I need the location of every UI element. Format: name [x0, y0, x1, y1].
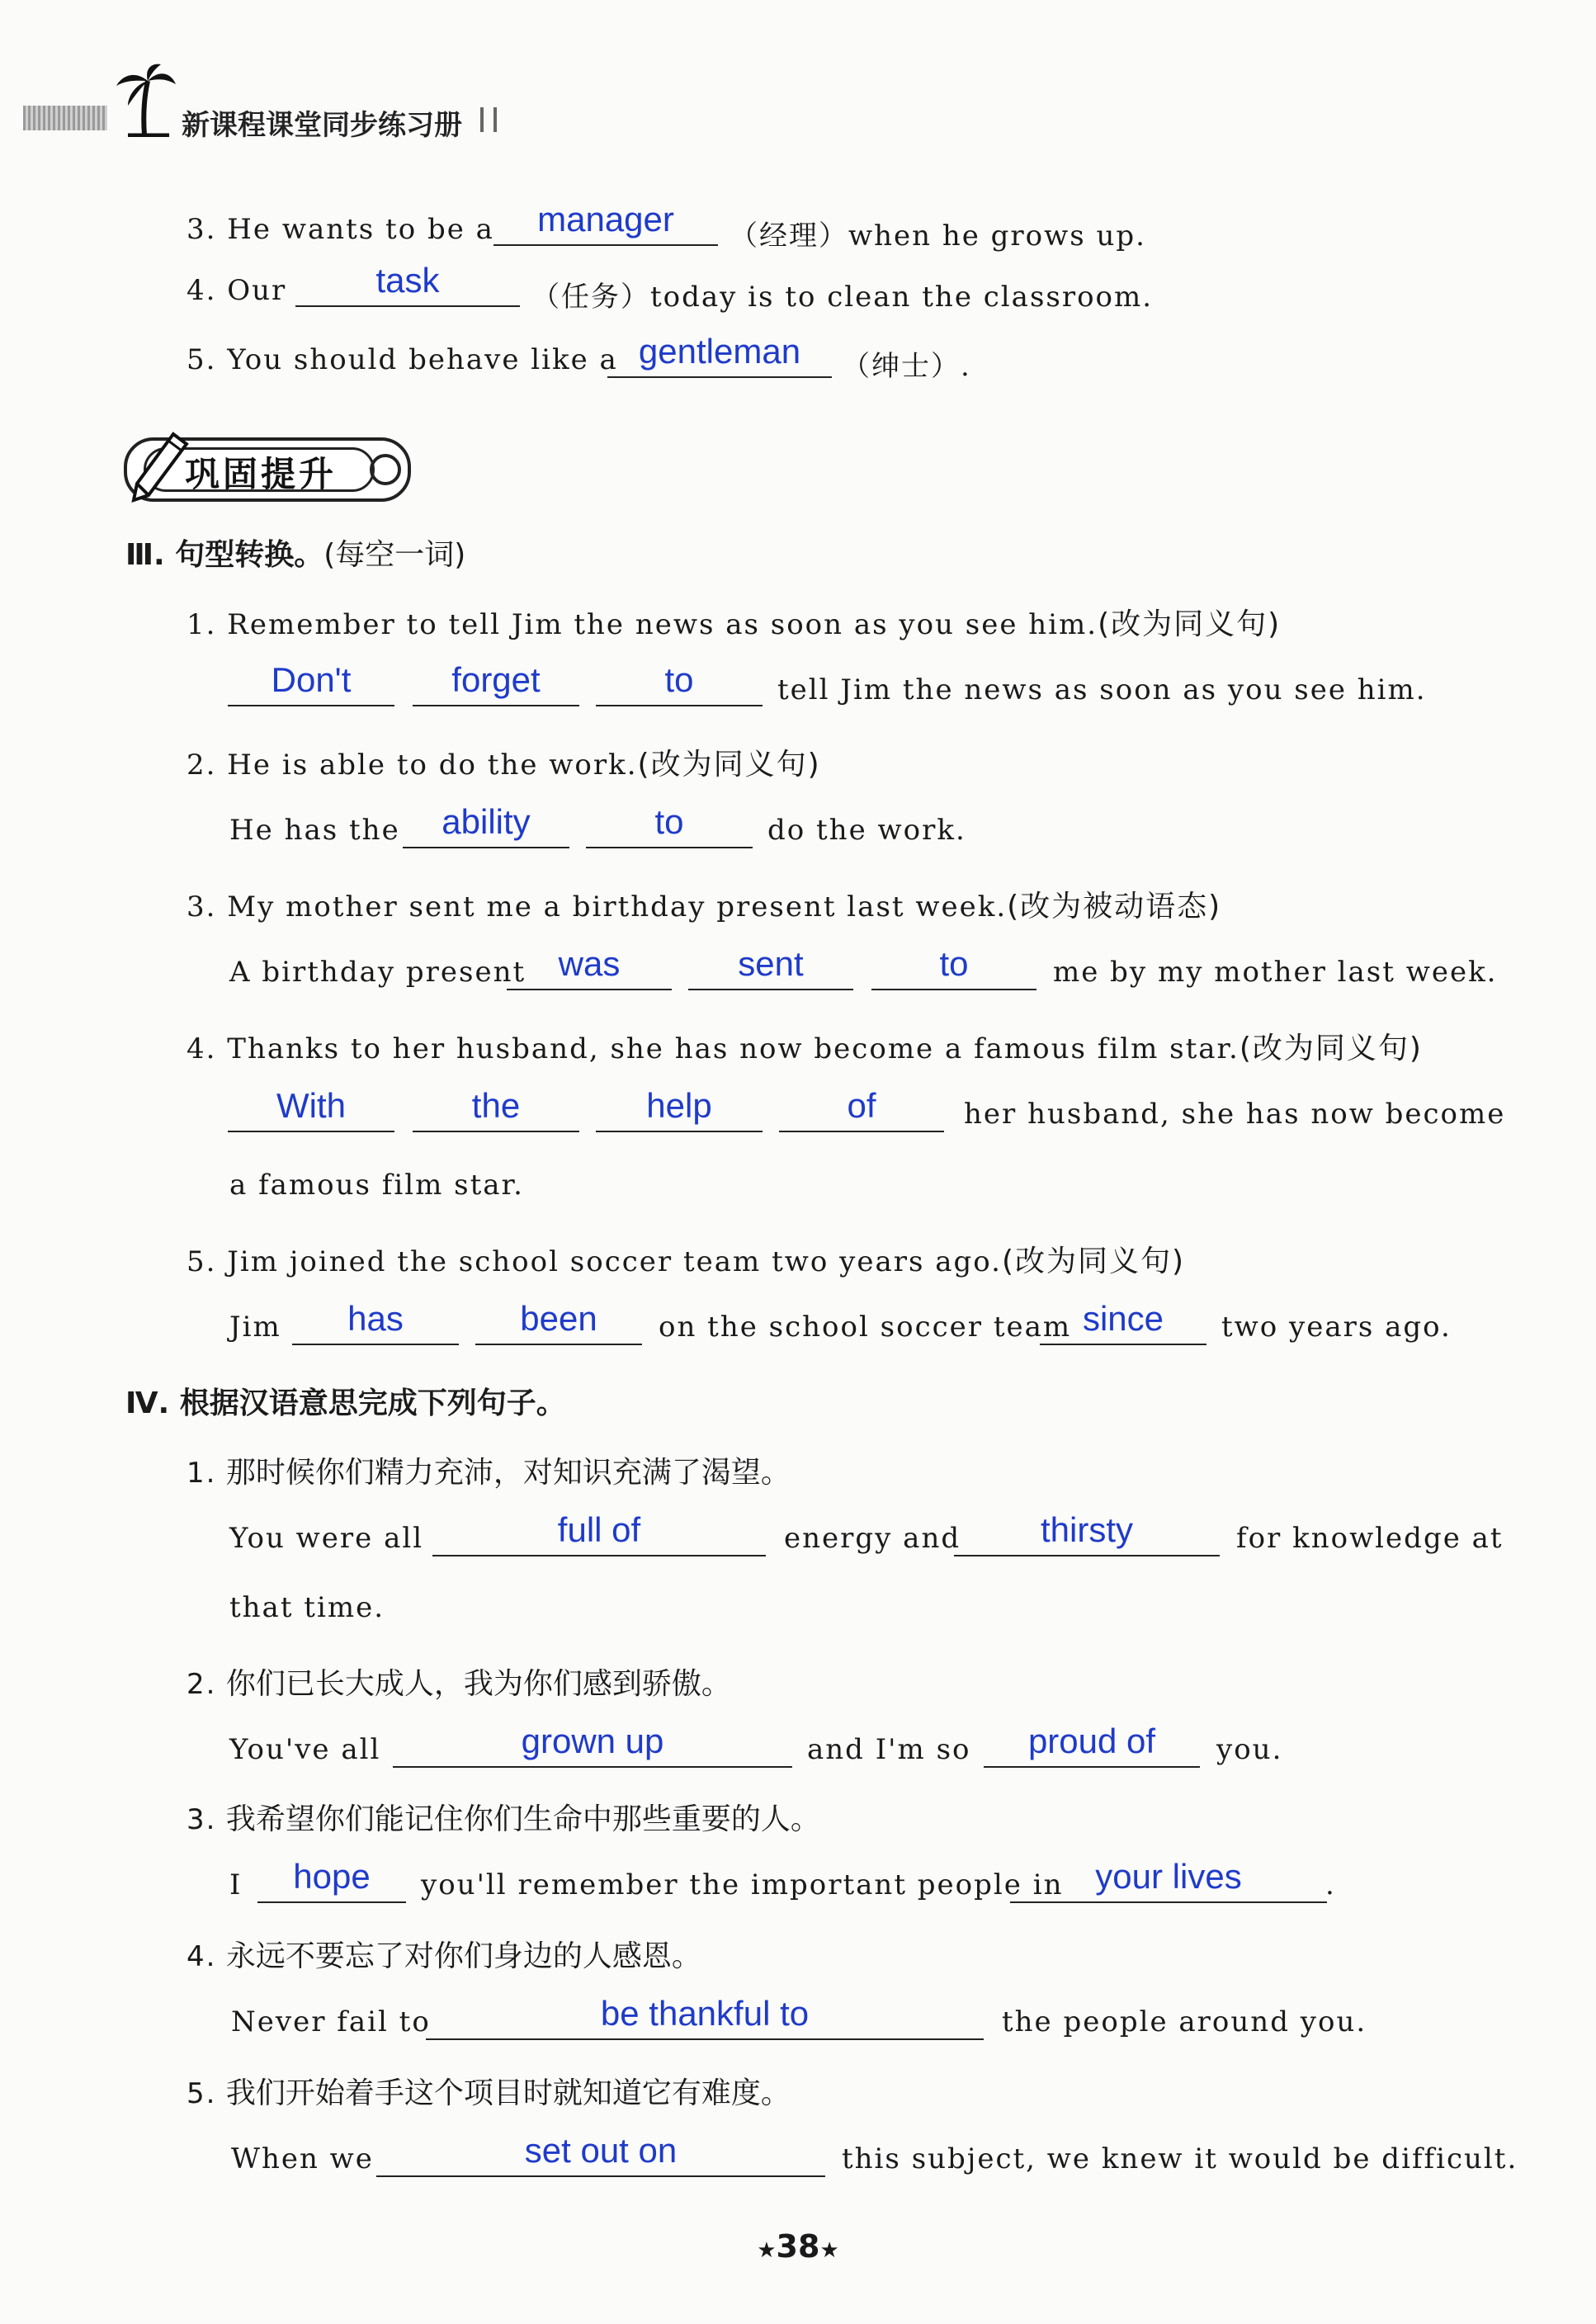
answer-text: Don't — [271, 660, 352, 699]
s3-q4-blank-1 — [228, 1086, 394, 1132]
s3-q5: 5. Jim joined the school soccer team two years ago.(改为同义句) — [187, 1245, 1186, 1278]
palm-tree-icon — [111, 63, 177, 137]
s4-q3-lead: I — [229, 1868, 243, 1901]
s3-q3-tail: me by my mother last week. — [1053, 956, 1498, 989]
answer-text: been — [520, 1299, 597, 1338]
answer-text: be thankful to — [600, 1994, 810, 2033]
s4-q4-lead: Never fail to — [231, 2005, 431, 2038]
s3-q4-blank-4 — [779, 1086, 944, 1132]
s4-q2-blank-2 — [984, 1722, 1200, 1768]
s3-q5-mid: on the school soccer team — [659, 1311, 1072, 1344]
answer-text: sent — [738, 944, 804, 983]
s4-q4-tail: the people around you. — [1002, 2005, 1367, 2038]
s4-q3-blank-1 — [257, 1857, 406, 1903]
answer-text: ability — [441, 802, 531, 841]
s3-q2-blank-2 — [586, 802, 753, 848]
answer-text: hope — [293, 1857, 371, 1896]
s3-q3-blank-2 — [688, 944, 853, 990]
pencil-icon — [125, 429, 191, 503]
answer-text: proud of — [1027, 1722, 1156, 1760]
s4-q1-blank-2 — [954, 1510, 1220, 1556]
part2-item-5-blank — [607, 332, 832, 378]
part2-item-4: 4. Our — [187, 274, 287, 307]
s3-q1-blank-1 — [228, 660, 394, 706]
s4-q4-blank-1 — [426, 1994, 984, 2040]
s3-q1-blank-3 — [596, 660, 763, 706]
part2-item-3: 3. He wants to be a — [187, 213, 494, 246]
answer-text: of — [847, 1086, 876, 1125]
s4-q2: 2. 你们已长大成人，我为你们感到骄傲。 — [187, 1667, 731, 1701]
badge-label: 巩固提升 — [185, 454, 338, 494]
s4-q4: 4. 永远不要忘了对你们身边的人感恩。 — [187, 1939, 701, 1973]
answer-text: to — [939, 944, 969, 983]
s3-q3-blank-1 — [507, 944, 672, 990]
s3-q5-blank-2 — [475, 1299, 642, 1345]
answer-text: full of — [557, 1510, 641, 1549]
s3-q1-tail: tell Jim the news as soon as you see him. — [777, 673, 1427, 706]
s4-q3-mid: you'll remember the important people in — [421, 1868, 1064, 1901]
s4-q1-tail2: that time. — [229, 1591, 385, 1624]
section-4-title: Ⅳ. 根据汉语意思完成下列句子。 — [125, 1386, 566, 1420]
page-number: ★38★ — [757, 2228, 839, 2265]
section-badge — [124, 437, 411, 502]
s3-q2: 2. He is able to do the work.(改为同义句) — [187, 748, 821, 782]
answer-text: forget — [451, 660, 541, 699]
s4-q1-blank-1 — [432, 1510, 766, 1556]
s4-q5-tail: this subject, we knew it would be difficult. — [842, 2142, 1518, 2175]
part2-item-5: 5. You should behave like a — [187, 343, 618, 376]
section-3-title: Ⅲ. 句型转换。(每空一词) — [125, 538, 466, 572]
s3-q2-tail: do the work. — [767, 814, 966, 847]
s3-q5-blank-1 — [292, 1299, 459, 1345]
header-decor-bar — [23, 106, 107, 130]
answer-text: set out on — [524, 2131, 678, 2170]
s3-q4: 4. Thanks to her husband, she has now become a famous film star.(改为同义句) — [187, 1032, 1423, 1065]
answer-text: to — [654, 802, 684, 841]
s3-q5-tail: two years ago. — [1221, 1311, 1452, 1344]
s3-q4-blank-2 — [413, 1086, 579, 1132]
answer-text: since — [1082, 1299, 1164, 1338]
part2-item-4-blank — [295, 261, 520, 307]
answer-text: your lives — [1095, 1857, 1242, 1896]
s4-q3-blank-2 — [1010, 1857, 1327, 1903]
answer-text: the — [471, 1086, 521, 1125]
answer-text: was — [558, 944, 621, 983]
part2-item-4-tail: （任务）today is to clean the classroom. — [531, 281, 1154, 314]
s3-q1-blank-2 — [413, 660, 579, 706]
s3-q2-lead: He has the — [229, 814, 400, 847]
s3-q3: 3. My mother sent me a birthday present last week.(改为被动语态) — [187, 890, 1222, 923]
part2-item-3-blank — [493, 200, 718, 246]
s3-q4-tail: her husband, she has now become — [964, 1098, 1506, 1131]
answer-text: gentleman — [638, 332, 801, 371]
s4-q2-lead: You've all — [229, 1733, 381, 1766]
s4-q5-blank-1 — [376, 2131, 825, 2177]
s4-q2-tail: you. — [1216, 1733, 1283, 1766]
answer-text: has — [347, 1299, 404, 1338]
s4-q1-mid: energy and — [784, 1522, 961, 1555]
part2-item-3-tail: （经理）when he grows up. — [730, 220, 1146, 253]
s4-q3: 3. 我希望你们能记住你们生命中那些重要的人。 — [187, 1802, 820, 1836]
answer-text: With — [276, 1086, 346, 1125]
s3-q3-blank-3 — [871, 944, 1036, 990]
s4-q2-mid: and I'm so — [807, 1733, 971, 1766]
s3-q4-tail2: a famous film star. — [229, 1169, 524, 1202]
answer-text: thirsty — [1040, 1510, 1133, 1549]
s4-q3-tail: . — [1325, 1868, 1336, 1901]
s4-q1-lead: You were all — [229, 1522, 424, 1555]
header-title: 新课程课堂同步练习册 — [182, 109, 462, 142]
s4-q2-blank-1 — [393, 1722, 792, 1768]
s3-q5-lead: Jim — [229, 1311, 281, 1344]
s3-q5-blank-3 — [1040, 1299, 1206, 1345]
answer-text: task — [375, 261, 440, 300]
answer-text: manager — [537, 200, 674, 239]
answer-text: to — [664, 660, 694, 699]
answer-text: grown up — [521, 1722, 664, 1760]
header-end-mark — [480, 107, 497, 132]
s4-q5: 5. 我们开始着手这个项目时就知道它有难度。 — [187, 2076, 791, 2110]
s4-q1: 1. 那时候你们精力充沛，对知识充满了渴望。 — [187, 1456, 791, 1490]
s3-q1: 1. Remember to tell Jim the news as soon as you see him.(改为同义句) — [187, 607, 1282, 641]
s4-q5-lead: When we — [231, 2142, 374, 2175]
answer-text: help — [646, 1086, 712, 1125]
part2-item-5-tail: （绅士）. — [842, 350, 971, 383]
s4-q1-tail: for knowledge at — [1236, 1522, 1504, 1555]
s3-q2-blank-1 — [403, 802, 569, 848]
s3-q3-lead: A birthday present — [229, 956, 526, 989]
s3-q4-blank-3 — [596, 1086, 763, 1132]
